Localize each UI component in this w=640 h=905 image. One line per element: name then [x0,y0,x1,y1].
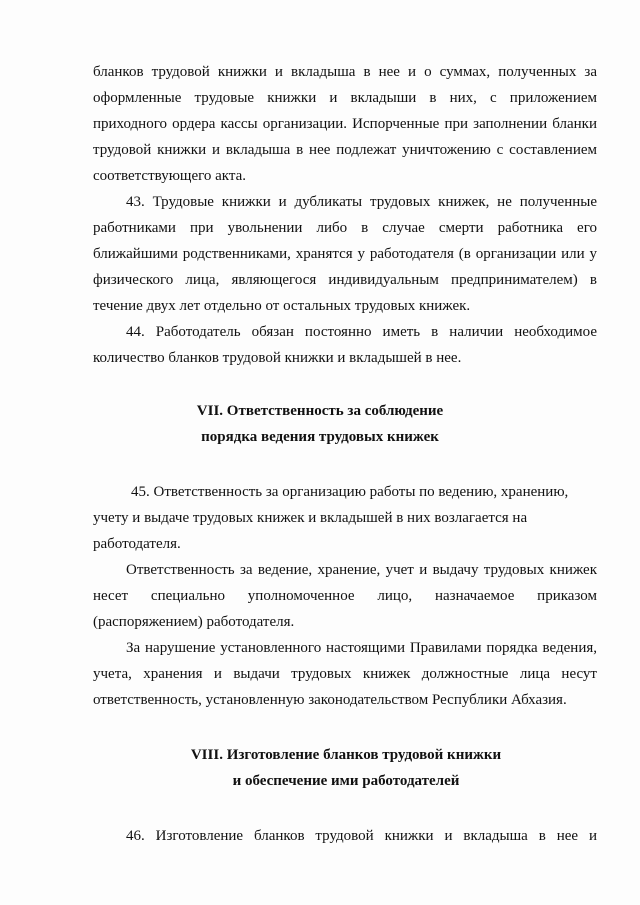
text-line: ближайшими родственниками, хранятся у работодателя (в организации или у [93,246,597,262]
text-line: За нарушение установленного настоящими Правилами порядка ведения, [126,640,597,656]
text-line: Ответственность за ведение, хранение, учет и выдачу трудовых книжек [126,562,597,578]
heading-line: порядка ведения трудовых книжек [201,429,439,445]
text-line: (распоряжением) работодателя. [93,614,295,630]
text-line: несет специально уполномоченное лицо, назначаемое приказом [93,588,597,604]
text-line: физического лица, являющегося индивидуальным предпринимателем) в [93,272,597,288]
text-line: соответствующего акта. [93,168,247,184]
text-line: трудовой книжки и вкладыша в нее подлежат уничтожению с составлением [93,142,597,158]
text-line: 46. Изготовление бланков трудовой книжки и вкладыша в нее и [126,828,597,844]
text-line: количество бланков трудовой книжки и вкладышей в нее. [93,350,462,366]
text-line: работодателя. [93,536,181,552]
heading-line: VII. Ответственность за соблюдение [196,403,444,419]
text-line: 43. Трудовые книжки и дубликаты трудовых книжек, не полученные [126,194,597,210]
heading-line: VIII. Изготовление бланков трудовой книжки [190,747,502,763]
heading-line: и обеспечение ими работодателей [232,773,460,789]
text-line: приходного ордера кассы организации. Испорченные при заполнении бланки [93,116,597,132]
text-line: учету и выдаче трудовых книжек и вкладышей в них возлагается на [93,510,528,526]
text-line: 44. Работодатель обязан постоянно иметь в наличии необходимое [126,324,597,340]
text-line: оформленные трудовые книжки и вкладыши в них, с приложением [93,90,597,106]
text-line: бланков трудовой книжки и вкладыша в нее и о суммах, полученных за [93,64,597,80]
text-line: учета, хранения и выдачи трудовых книжек должностные лица несут [93,666,597,682]
text-line: 45. Ответственность за организацию работы по ведению, хранению, [131,484,569,500]
text-line: ответственность, установленную законодательством Республики Абхазия. [93,692,567,708]
text-line: течение двух лет отдельно от остальных трудовых книжек. [93,298,471,314]
text-line: работниками при увольнении либо в случае смерти работника его [93,220,597,236]
